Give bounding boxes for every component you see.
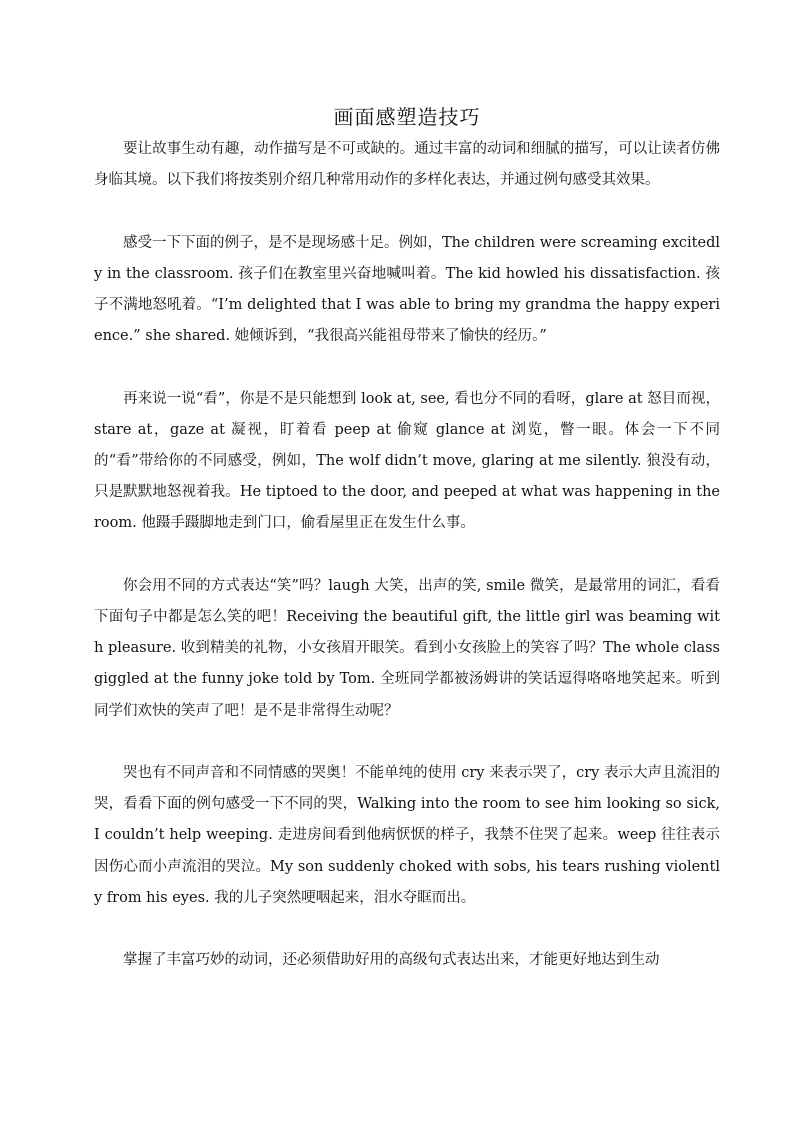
- document-title: 画面感塑造技巧: [333, 105, 481, 129]
- paragraph-intro: 要让故事生动有趣，动作描写是不可或缺的。通过丰富的动词和细腻的描写，可以让读者仿佛身临其境。以下我们将按类别介绍几种常用动作的多样化表达，并通过例句感受其效果。: [94, 141, 720, 189]
- paragraph-laugh: 你会用不同的方式表达“笑”吗？laugh 大笑，出声的笑, smile 微笑，是最常用的词汇，看看下面句子中都是怎么笑的吧！Receiving the beautiful gift, the little girl was beaming with pleasure. 收到精美的礼物，小女孩眉开眼笑。看到小女孩脸上的笑容了吗？The whole class giggled at the funny joke told by Tom. 全班同学都被汤姆讲的笑话逗得咯咯地笑起来。听到同学们欢快的笑声了吧！是不是非常得生动呢？: [94, 577, 720, 719]
- paragraph-example: 感受一下下面的例子，是不是现场感十足。例如，The children were screaming excitedly in the classroom. 孩子们在教室里兴奋地喊叫着。The kid howled his dissatisfaction. 孩子不满地怒吼着。“I’m delighted that I was able to bring my grandma the happy experience.” she shared. 她倾诉到，“我很高兴能祖母带来了愉快的经历。”: [94, 234, 720, 345]
- document-page: [94, 102, 720, 1008]
- paragraph-look: 再来说一说“看”，你是不是只能想到 look at, see, 看也分不同的看呀，glare at 怒目而视，stare at，gaze at 凝视，盯着看 peep at 偷窥 glance at 浏览，瞥一眼。体会一下不同的“看”带给你的不同感受，例如，The wolf didn’t move, glaring at me silently. 狼没有动，只是默默地怒视着我。He tiptoed to the door, and peeped at what was happening in the room. 他蹑手蹑脚地走到门口，偷看屋里正在发生什么事。: [94, 390, 720, 532]
- paragraph-cry: 哭也有不同声音和不同情感的哭奥！不能单纯的使用 cry 来表示哭了，cry 表示大声且流泪的哭，看看下面的例句感受一下不同的哭，Walking into the room to see him looking so sick, I couldn’t help weeping. 走进房间看到他病恹恹的样子，我禁不住哭了起来。weep 往往表示因伤心而小声流泪的哭泣。My son suddenly choked with sobs, his tears rushing violently from his eyes. 我的儿子突然哽咽起来，泪水夺眶而出。: [94, 765, 720, 906]
- paragraph-sentence-patterns: 掌握了丰富巧妙的动词，还必须借助好用的高级句式表达出来，才能更好地达到生动: [123, 952, 660, 969]
